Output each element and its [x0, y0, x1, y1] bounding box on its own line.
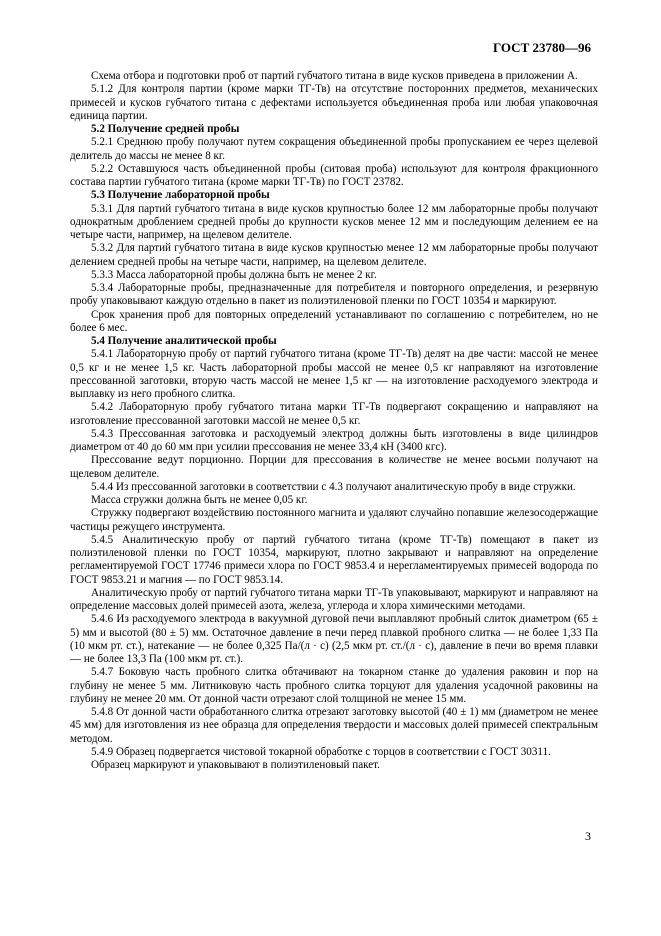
page-number: 3: [585, 829, 591, 843]
paragraph: 5.4.7 Боковую часть пробного слитка обтачивают на токарном станке до удаления раковин и пор на глубину не менее 5 мм. Литниковую часть пробного слитка торцуют для удаления усадочной раковины на глубину не менее 20 мм. От донной части отрезают слой толщиной не менее 15 мм.: [70, 666, 598, 705]
paragraph: Образец маркируют и упаковывают в полиэтиленовый пакет.: [91, 759, 380, 771]
paragraph: Масса стружки должна быть не менее 0,05 кг.: [91, 494, 308, 506]
paragraph: 5.4.3 Прессованная заготовка и расходуемый электрод должны быть изготовлены в виде цилиндров диаметром от 40 до 60 мм при усилии прессования не менее 33,4 кН (3400 кгс).: [70, 427, 598, 453]
paragraph: Аналитическую пробу от партий губчатого титана марки ТГ-Тв упаковывают, маркируют и направляют на определение массовых долей примесей азота, железа, углерода и хлора химическими методами.: [70, 586, 598, 612]
paragraph: Прессование ведут порционно. Порции для прессования в количестве не менее восьми получают на щелевом делителе.: [70, 454, 598, 480]
document-body: [70, 70, 598, 772]
paragraph: 5.4.6 Из расходуемого электрода в вакуумной дуговой печи выплавляют пробный слиток диаметром (65 ± 5) мм и высотой (80 ± 5) мм. Остаточное давление в печи перед плавкой пробного слитка — не более 1,33 Па (10 мкм рт. ст.), натекание — не более 0,325 Па/(л · с) (2,5 мкм рт. ст./(л · с), давление в печи во время плавки — не более 13,3 Па (100 мкм рт. ст.).: [70, 613, 598, 665]
paragraph: 5.1.2 Для контроля партии (кроме марки ТГ-Тв) на отсутствие посторонних предметов, механических примесей и кусков губчатого титана с дефектами используется объединенная проба или любая упаковочная единица партии.: [70, 83, 598, 122]
paragraph: Срок хранения проб для повторных определений устанавливают по соглашению с потребителем, но не более 6 мес.: [70, 308, 598, 334]
paragraph: 5.3.2 Для партий губчатого титана в виде кусков крупностью менее 12 мм лабораторные пробы получают делением средней пробы на четыре части, например, на щелевом делителе.: [70, 242, 598, 268]
paragraph: 5.2.1 Среднюю пробу получают путем сокращения объединенной пробы пропусканием ее через щелевой делитель до массы не менее 8 кг.: [70, 136, 598, 162]
section-heading: 5.3 Получение лабораторной пробы: [91, 189, 270, 202]
paragraph: 5.3.3 Масса лабораторной пробы должна быть не менее 2 кг.: [91, 268, 377, 281]
paragraph: 5.4.8 От донной части обработанного слитка отрезают заготовку высотой (40 ± 1) мм (диаметром не менее 45 мм) для изготовления из нее образца для определения твердости и массовых долей примесей спектральным методом.: [70, 706, 598, 745]
paragraph: 5.4.2 Лабораторную пробу губчатого титана марки ТГ-Тв подвергают сокращению и направляют на изготовление прессованной заготовки массой не менее 0,5 кг.: [70, 401, 598, 427]
paragraph: 5.4.9 Образец подвергается чистовой токарной обработке с торцов в соответствии с ГОСТ 30311.: [91, 745, 551, 758]
paragraph: 5.4.4 Из прессованной заготовки в соответствии с 4.3 получают аналитическую пробу в виде стружки.: [91, 480, 576, 493]
standard-header: ГОСТ 23780—96: [492, 40, 591, 55]
paragraph: Стружку подвергают воздействию постоянного магнита и удаляют случайно попавшие железосодержащие частицы режущего инструмента.: [70, 507, 598, 533]
section-heading: 5.4 Получение аналитической пробы: [91, 335, 277, 347]
paragraph: Схема отбора и подготовки проб от партий губчатого титана в виде кусков приведена в приложении А.: [91, 70, 578, 82]
section-heading: 5.2 Получение средней пробы: [91, 123, 240, 135]
paragraph: 5.3.4 Лабораторные пробы, предназначенные для потребителя и повторного определения, и резервную пробу упаковывают каждую отдельно в пакет из полиэтиленовой пленки по ГОСТ 10354 и маркируют.: [70, 282, 598, 308]
paragraph: 5.4.1 Лабораторную пробу от партий губчатого титана (кроме ТГ-Тв) делят на две части: массой не менее 0,5 кг и не менее 1,5 кг. Часть лабораторной пробы массой не менее 0,5 кг направляют на изготовление прессованной заготовки, вторую часть массой не менее 1,5 кг — на изготовление расходуемого электрода и выплавку из него пробного слитка.: [70, 348, 598, 400]
paragraph: 5.2.2 Оставшуюся часть объединенной пробы (ситовая проба) используют для контроля фракционного состава партии губчатого титана (кроме марки ТГ-Тв) по ГОСТ 23782.: [70, 162, 598, 188]
paragraph: 5.3.1 Для партий губчатого титана в виде кусков крупностью более 12 мм лабораторные пробы получают однократным дроблением средней пробы до крупности кусков менее 12 мм и последующим делением ее на четыре части, например, на щелевом делителе.: [70, 202, 598, 241]
paragraph: 5.4.5 Аналитическую пробу от партий губчатого титана (кроме ТГ-Тв) помещают в пакет из полиэтиленовой пленки по ГОСТ 10354, маркируют, плотно закрывают и направляют на определение регламентируемой ГОСТ 17746 примеси хлора по ГОСТ 9853.4 и нерегламентируемых примесей водорода по ГОСТ 9853.21 и магния — по ГОСТ 9853.14.: [70, 533, 598, 586]
